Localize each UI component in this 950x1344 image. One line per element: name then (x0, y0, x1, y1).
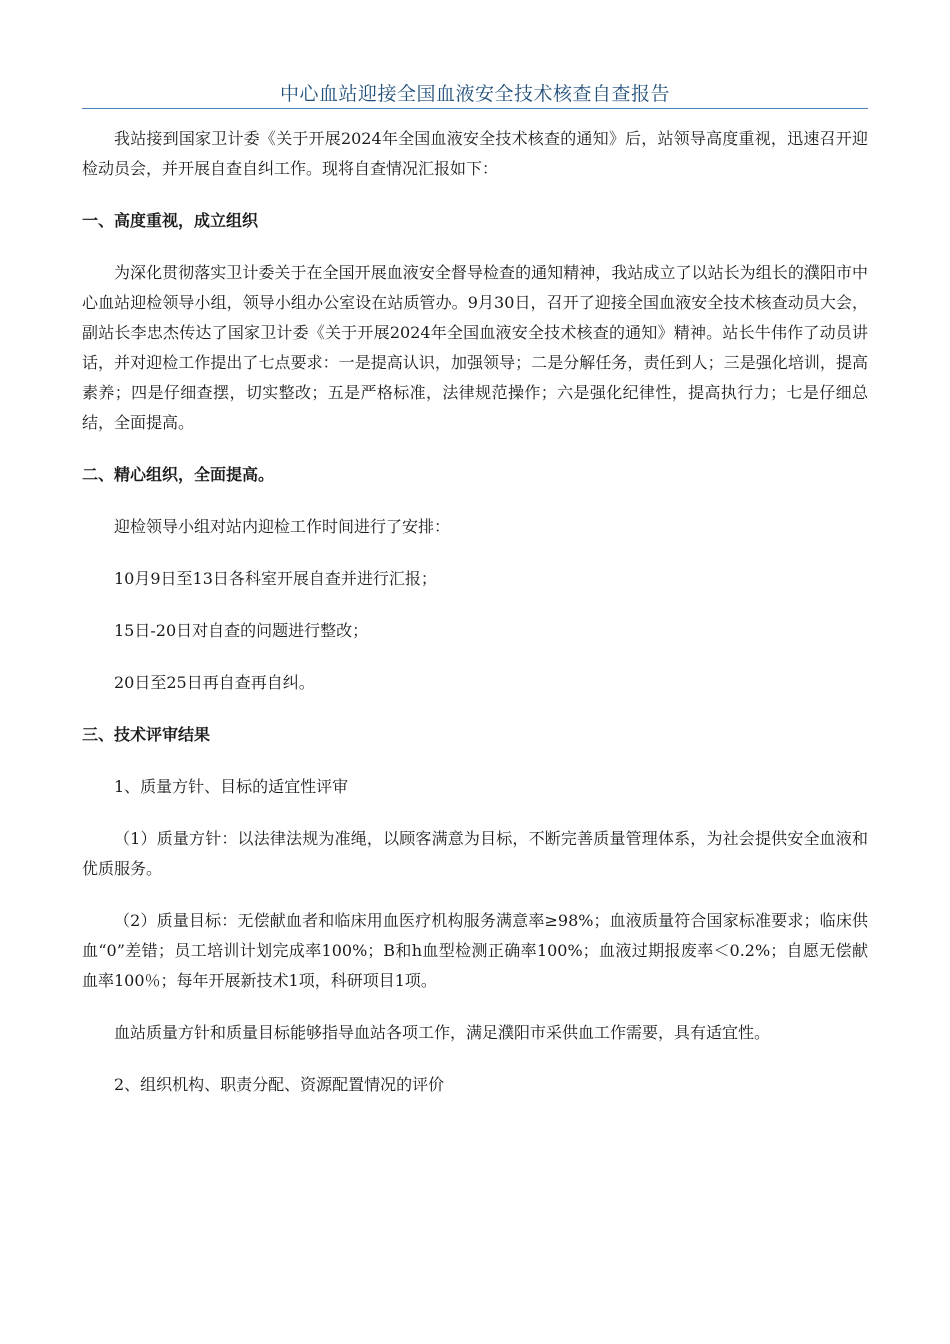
subsection-1-heading: 1、质量方针、目标的适宜性评审 (114, 777, 349, 796)
document-title: 中心血站迎接全国血液安全技术核查自查报告 (279, 83, 670, 105)
section-3-heading: 三、技术评审结果 (82, 725, 211, 744)
section-1-body: 为深化贯彻落实卫计委关于在全国开展血液安全督导检查的通知精神，我站成立了以站长为组长的濮阳市中心血站迎检领导小组，领导小组办公室设在站质管办。9月30日，召开了迎接全国血液安全技术核查动员大会，副站长李忠杰传达了国家卫计委《关于开展2024年全国血液安全技术核查的通知》精神。站长牛伟作了动员讲话，并对迎检工作提出了七点要求：一是提高认识，加强领导；二是分解任务，责任到人；三是强化培训，提高素养；四是仔细查摆，切实整改；五是严格标准，法律规范操作；六是强化纪律性，提高执行力；七是仔细总结，全面提高。 (82, 263, 868, 432)
document-body (82, 124, 868, 1122)
schedule-item: 15日-20日对自查的问题进行整改； (114, 621, 369, 640)
schedule-item: 10月9日至13日各科室开展自查并进行汇报； (114, 569, 437, 588)
subsection-2-heading: 2、组织机构、职责分配、资源配置情况的评价 (114, 1075, 445, 1094)
section-2-intro: 迎检领导小组对站内迎检工作时间进行了安排： (114, 517, 451, 536)
quality-policy-paragraph: （1）质量方针：以法律法规为准绳，以顾客满意为目标，不断完善质量管理体系，为社会提供安全血液和优质服务。 (82, 829, 868, 878)
section-1-heading: 一、高度重视，成立组织 (82, 211, 259, 230)
schedule-item: 20日至25日再自查再自纠。 (114, 673, 315, 692)
section-2-heading: 二、精心组织，全面提高。 (82, 465, 275, 484)
title-underline (82, 108, 868, 109)
conclusion-paragraph: 血站质量方针和质量目标能够指导血站各项工作，满足濮阳市采供血工作需要，具有适宜性。 (114, 1023, 771, 1042)
intro-paragraph: 我站接到国家卫计委《关于开展2024年全国血液安全技术核查的通知》后，站领导高度重视，迅速召开迎检动员会，并开展自查自纠工作。现将自查情况汇报如下： (82, 129, 868, 178)
quality-goals-paragraph: （2）质量目标：无偿献血者和临床用血医疗机构服务满意率≥98%；血液质量符合国家标准要求；临床供血“0”差错；员工培训计划完成率100%；B和h血型检测正确率100%；血液过期报废率＜0.2%；自愿无偿献血率100％；每年开展新技术1项，科研项目1项。 (82, 911, 868, 990)
